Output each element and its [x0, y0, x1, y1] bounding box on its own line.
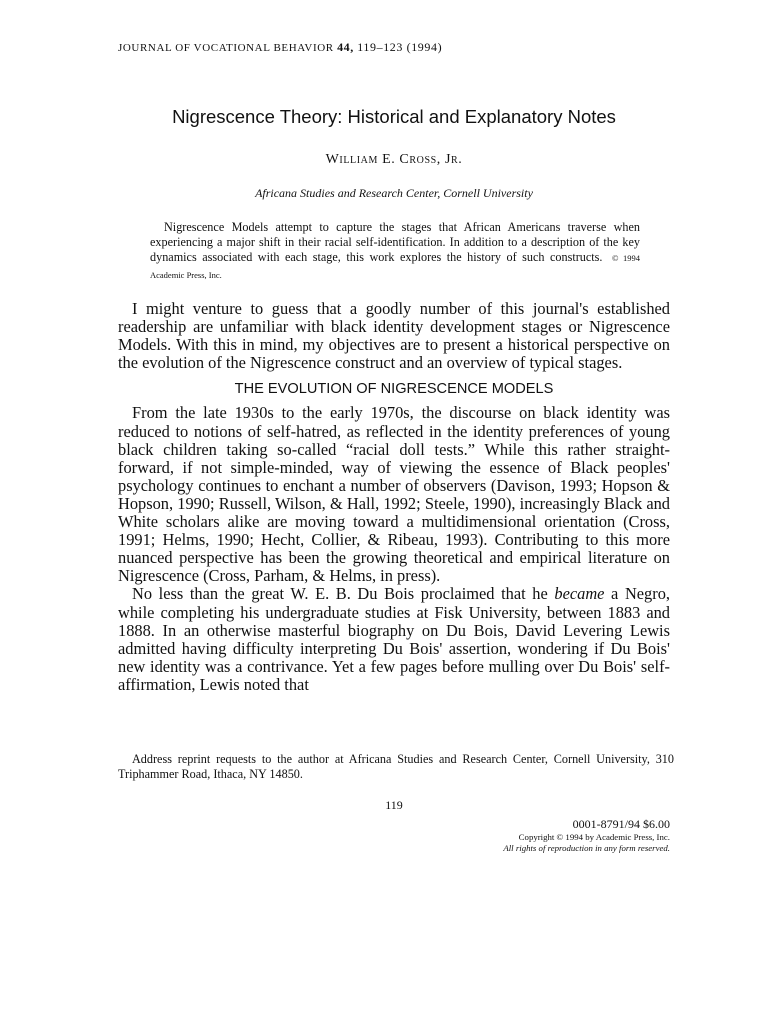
running-head	[118, 40, 442, 55]
rights-notice: All rights of reproduction in any form reserved.	[503, 843, 670, 853]
issn-price: 0001-8791/94 $6.00	[572, 817, 670, 831]
paragraph-2-text-end: a Negro, while completing his undergraduate studies at Fisk University, between 1883 and 1888. In an otherwise masterful biography on Du Bois, David Levering Lewis admitted having difficulty interpreting Du Bois' assertion, wondering if Du Bois' new identity was a contrivance. Yet a few pages before mulling over Du Bois' self-affirmation, Lewis noted that	[118, 584, 670, 694]
abstract-copyright: © 1994 Academic Press, Inc.	[150, 253, 641, 280]
article-author: William E. Cross, Jr.	[325, 152, 463, 167]
abstract-text: Nigrescence Models attempt to capture the stages that African Americans traverse when experiencing a major shift in their racial self-identification. In addition to a description of the key dynamics associated with each stage, this work explores the history of such constructs.	[150, 220, 640, 265]
journal-pages: 119–123 (1994)	[357, 40, 443, 54]
paragraph-2-emphasis: became	[554, 584, 605, 604]
copyright-notice: Copyright © 1994 by Academic Press, Inc.	[518, 832, 670, 842]
body-paragraph-1: From the late 1930s to the early 1970s, the discourse on black identity was reduced to notions of self-hatred, as reflected in the identity preferences of young black children taking so-called “racial doll tests.” While this rather straight-forward, if not simple-minded, way of viewing the essence of Black peoples' psychology continues to enchant a number of observers (Davison, 1993; Hopson & Hopson, 1990; Russell, Wilson, & Hall, 1992; Steele, 1990), increasingly Black and White scholars alike are moving toward a multidimensional orientation (Cross, 1991; Helms, 1990; Hecht, Collier, & Ribeau, 1993). Contributing to this more nuanced perspective has been the growing theoretical and empirical literature on Nigrescence (Cross, Parham, & Helms, in press).	[118, 403, 670, 586]
article-title: Nigrescence Theory: Historical and Explanatory Notes	[172, 106, 616, 127]
journal-volume: 44,	[337, 40, 354, 54]
body-paragraph-2	[118, 585, 670, 694]
author-affiliation: Africana Studies and Research Center, Cornell University	[255, 186, 533, 200]
article-body	[118, 300, 670, 694]
footnote-text: Address reprint requests to the author at Africana Studies and Research Center, Cornell University, 310 Triphammer Road, Ithaca, NY 14850.	[118, 752, 674, 782]
section-heading: THE EVOLUTION OF NIGRESCENCE MODELS	[234, 381, 554, 398]
footnote	[118, 752, 674, 782]
paragraph-2-text-start: No less than the great W. E. B. Du Bois proclaimed that he	[132, 584, 555, 604]
journal-name: JOURNAL OF VOCATIONAL BEHAVIOR	[118, 42, 334, 54]
intro-paragraph: I might venture to guess that a goodly number of this journal's established readership are unfamiliar with black identity development stages or Nigrescence Models. With this in mind, my objectives are to present a historical perspective on the evolution of the Nigrescence construct and an overview of typical stages.	[118, 299, 670, 373]
page-number: 119	[385, 798, 403, 812]
abstract	[150, 220, 640, 283]
publication-meta	[503, 817, 670, 854]
